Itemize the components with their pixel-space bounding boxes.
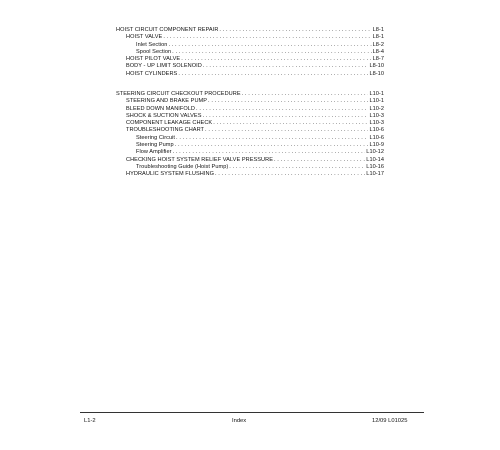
toc-dot-leader	[208, 98, 368, 105]
toc-dot-leader	[172, 49, 371, 56]
toc-entry-title: Inlet Section	[136, 41, 168, 48]
toc-dot-leader	[175, 142, 369, 149]
toc-section-steering	[116, 91, 384, 179]
toc-entry[interactable]	[116, 157, 384, 164]
toc-dot-leader	[215, 171, 365, 178]
toc-entry[interactable]	[116, 171, 384, 178]
toc-entry[interactable]	[116, 71, 384, 78]
toc-dot-leader	[219, 27, 371, 34]
toc-entry-page: L10-1	[369, 91, 384, 97]
toc-entry-page: L10-3	[369, 120, 384, 127]
toc-entry-page: L10-6	[369, 134, 384, 141]
toc-entry-page: L10-14	[366, 156, 384, 163]
toc-entry-page: L8-4	[372, 48, 384, 55]
toc-entry-page: L8-10	[369, 63, 384, 70]
toc-entry-page: L8-2	[372, 41, 384, 48]
toc-dot-leader	[178, 71, 368, 78]
toc-entry-title: COMPONENT LEAKAGE CHECK	[126, 120, 213, 127]
toc-section-hoist	[116, 27, 384, 78]
toc-entry[interactable]	[116, 142, 384, 149]
toc-entry-title: BLEED DOWN MANIFOLD	[126, 105, 196, 112]
toc-entry[interactable]	[116, 120, 384, 127]
toc-entry-title: BODY - UP LIMIT SOLENOID	[126, 63, 202, 70]
toc-dot-leader	[242, 91, 369, 98]
toc-entry[interactable]	[116, 42, 384, 49]
toc-entry-title: HOIST PILOT VALVE	[126, 56, 181, 63]
toc-entry[interactable]	[116, 164, 384, 171]
toc-entry-page: L10-17	[366, 171, 384, 178]
toc-entry-page: L8-7	[372, 56, 384, 63]
toc-entry[interactable]	[116, 91, 384, 98]
toc-entry[interactable]	[116, 127, 384, 134]
footer-page-number: L1-2	[84, 418, 96, 424]
toc-entry[interactable]	[116, 106, 384, 113]
footer-rule	[80, 412, 424, 413]
toc-entry-title: Flow Amplifier	[136, 149, 172, 156]
toc-dot-leader	[163, 34, 371, 41]
toc-dot-leader	[203, 113, 369, 120]
toc-dot-leader	[205, 127, 368, 134]
footer-date-code: 12/09 L01025	[372, 418, 408, 424]
toc-entry-title: SHOCK & SUCTION VALVES	[126, 112, 202, 119]
toc-entry-title: HOIST VALVE	[126, 34, 163, 41]
toc-entry-title: TROUBLESHOOTING CHART	[126, 127, 205, 134]
toc-entry-page: L8-1	[372, 34, 384, 41]
toc-entry-page: L8-10	[369, 70, 384, 77]
toc-dot-leader	[181, 56, 371, 63]
toc-entry-title: Troubleshooting Guide (Hoist Pump)	[136, 163, 229, 170]
toc-entry[interactable]	[116, 63, 384, 70]
toc-dot-leader	[203, 63, 369, 70]
toc-entry[interactable]	[116, 27, 384, 34]
toc-dot-leader	[213, 120, 368, 127]
toc-dot-leader	[274, 157, 365, 164]
toc-entry[interactable]	[116, 56, 384, 63]
toc-entry-page: L10-1	[369, 98, 384, 105]
toc-entry[interactable]	[116, 34, 384, 41]
toc-entry[interactable]	[116, 49, 384, 56]
toc-entry-page: L8-1	[372, 27, 384, 33]
toc-entry[interactable]	[116, 98, 384, 105]
toc-dot-leader	[173, 149, 366, 156]
toc-entry-title: STEERING CIRCUIT CHECKOUT PROCEDURE	[116, 91, 241, 97]
toc-dot-leader	[168, 42, 371, 49]
toc-dot-leader	[176, 135, 368, 142]
toc-entry-title: HYDRAULIC SYSTEM FLUSHING	[126, 171, 214, 178]
toc-dot-leader	[229, 164, 365, 171]
footer-section-title: Index	[232, 418, 247, 424]
toc-entry-title: CHECKING HOIST SYSTEM RELIEF VALVE PRESSURE	[126, 156, 273, 163]
toc-entry-page: L10-2	[369, 105, 384, 112]
toc-entry-title: STEERING AND BRAKE PUMP	[126, 98, 208, 105]
toc-entry-page: L10-3	[369, 112, 384, 119]
toc-entry-title: HOIST CYLINDERS	[126, 70, 178, 77]
toc-entry[interactable]	[116, 113, 384, 120]
toc-entry-title: Spool Section	[136, 48, 172, 55]
toc-entry-title: Steering Circuit	[136, 134, 176, 141]
toc-entry-page: L10-16	[366, 163, 384, 170]
toc-entry-title: HOIST CIRCUIT COMPONENT REPAIR	[116, 27, 219, 33]
toc-entry-page: L10-9	[369, 142, 384, 149]
toc-dot-leader	[196, 106, 368, 113]
toc-entry[interactable]	[116, 149, 384, 156]
toc-entry-page: L10-12	[366, 149, 384, 156]
toc-entry-title: Steering Pump	[136, 142, 174, 149]
toc-entry-page: L10-6	[369, 127, 384, 134]
toc-entry[interactable]	[116, 135, 384, 142]
